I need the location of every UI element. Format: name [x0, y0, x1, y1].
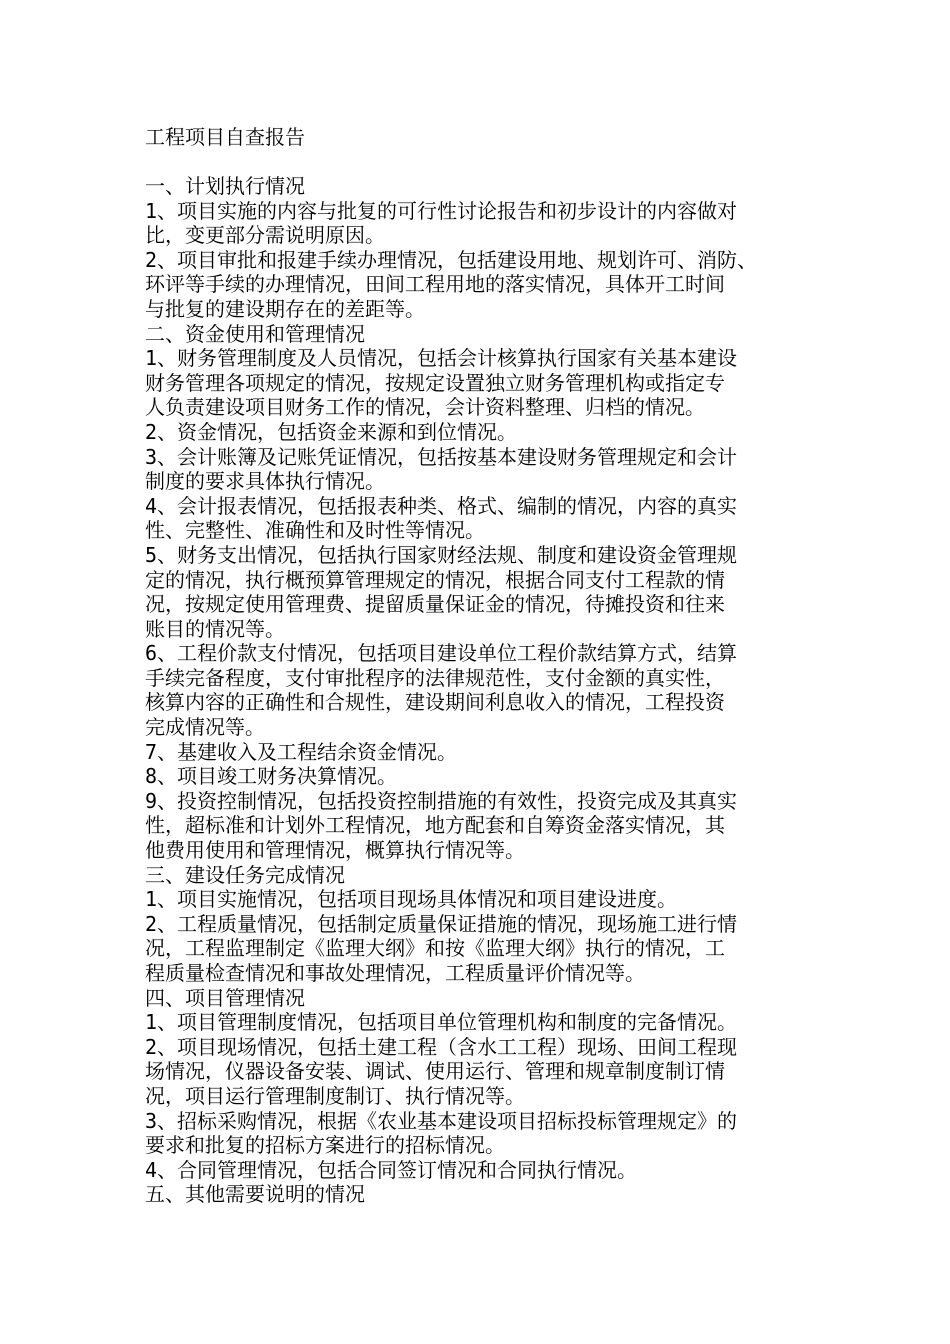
text-line: 比，变更部分需说明原因。: [145, 223, 385, 248]
text-line: 3、招标采购情况，根据《农业基本建设项目招标投标管理规定》的: [145, 1108, 738, 1133]
text-line: 要求和批复的招标方案进行的招标情况。: [145, 1133, 505, 1158]
text-line: 财务管理各项规定的情况，按规定设置独立财务管理机构或指定专: [145, 370, 725, 395]
text-line: 况，按规定使用管理费、提留质量保证金的情况，待摊投资和往来: [145, 592, 725, 617]
text-line: 3、会计账簿及记账凭证情况，包括按基本建设财务管理规定和会计: [145, 444, 738, 469]
text-line: 况，工程监理制定《监理大纲》和按《监理大纲》执行的情况，工: [145, 936, 725, 961]
section-heading-other: 五、其他需要说明的情况: [145, 1182, 365, 1207]
text-line: 环评等手续的办理情况，田间工程用地的落实情况，具体开工时间: [145, 272, 725, 297]
text-line: 与批复的建设期存在的差距等。: [145, 296, 425, 321]
text-line: 账目的情况等。: [145, 616, 285, 641]
text-line: 制度的要求具体执行情况。: [145, 469, 385, 494]
text-line: 1、项目管理制度情况，包括项目单位管理机构和制度的完备情况。: [145, 1010, 738, 1035]
text-line: 人负责建设项目财务工作的情况，会计资料整理、归档的情况。: [145, 395, 705, 420]
text-line: 4、合同管理情况，包括合同签订情况和合同执行情况。: [145, 1157, 638, 1182]
text-line: 完成情况等。: [145, 715, 265, 740]
text-line: 2、资金情况，包括资金来源和到位情况。: [145, 419, 518, 444]
text-line: 4、会计报表情况，包括报表种类、格式、编制的情况，内容的真实: [145, 493, 738, 518]
section-heading-management: 四、项目管理情况: [145, 985, 305, 1010]
section-heading-plan: 一、计划执行情况: [145, 174, 305, 198]
text-line: 1、财务管理制度及人员情况，包括会计核算执行国家有关基本建设: [145, 346, 738, 371]
text-line: 手续完备程度，支付审批程序的法律规范性，支付金额的真实性，: [145, 665, 725, 690]
text-line: 5、财务支出情况，包括执行国家财经法规、制度和建设资金管理规: [145, 542, 738, 567]
text-line: 况，项目运行管理制度制订、执行情况等。: [145, 1083, 525, 1108]
text-line: 2、项目审批和报建手续办理情况，包括建设用地、规划许可、消防、: [145, 247, 758, 272]
text-line: 定的情况，执行概预算管理规定的情况，根据合同支付工程款的情: [145, 567, 725, 592]
text-line: 场情况，仪器设备安装、调试、使用运行、管理和规章制度制订情: [145, 1059, 725, 1084]
text-line: 9、投资控制情况，包括投资控制措施的有效性，投资完成及其真实: [145, 788, 738, 813]
text-line: 1、项目实施的内容与批复的可行性讨论报告和初步设计的内容做对: [145, 198, 738, 223]
text-line: 性、完整性、准确性和及时性等情况。: [145, 518, 485, 543]
document-title: 工程项目自查报告: [145, 125, 305, 149]
text-line: 6、工程价款支付情况，包括项目建设单位工程价款结算方式，结算: [145, 641, 738, 666]
document-body: [145, 174, 835, 1207]
section-heading-tasks: 三、建设任务完成情况: [145, 862, 345, 887]
text-line: 2、项目现场情况，包括土建工程（含水工工程）现场、田间工程现: [145, 1034, 738, 1059]
text-line: 程质量检查情况和事故处理情况，工程质量评价情况等。: [145, 961, 645, 985]
text-line: 7、基建收入及工程结余资金情况。: [145, 739, 458, 764]
text-line: 他费用使用和管理情况，概算执行情况等。: [145, 838, 525, 863]
text-line: 8、项目竣工财务决算情况。: [145, 764, 398, 789]
text-line: 1、项目实施情况，包括项目现场具体情况和项目建设进度。: [145, 887, 678, 912]
text-line: 2、工程质量情况，包括制定质量保证措施的情况，现场施工进行情: [145, 911, 738, 936]
text-line: 性，超标准和计划外工程情况，地方配套和自筹资金落实情况，其: [145, 813, 725, 838]
section-heading-funds: 二、资金使用和管理情况: [145, 321, 365, 346]
text-line: 核算内容的正确性和合规性，建设期间利息收入的情况，工程投资: [145, 690, 725, 715]
